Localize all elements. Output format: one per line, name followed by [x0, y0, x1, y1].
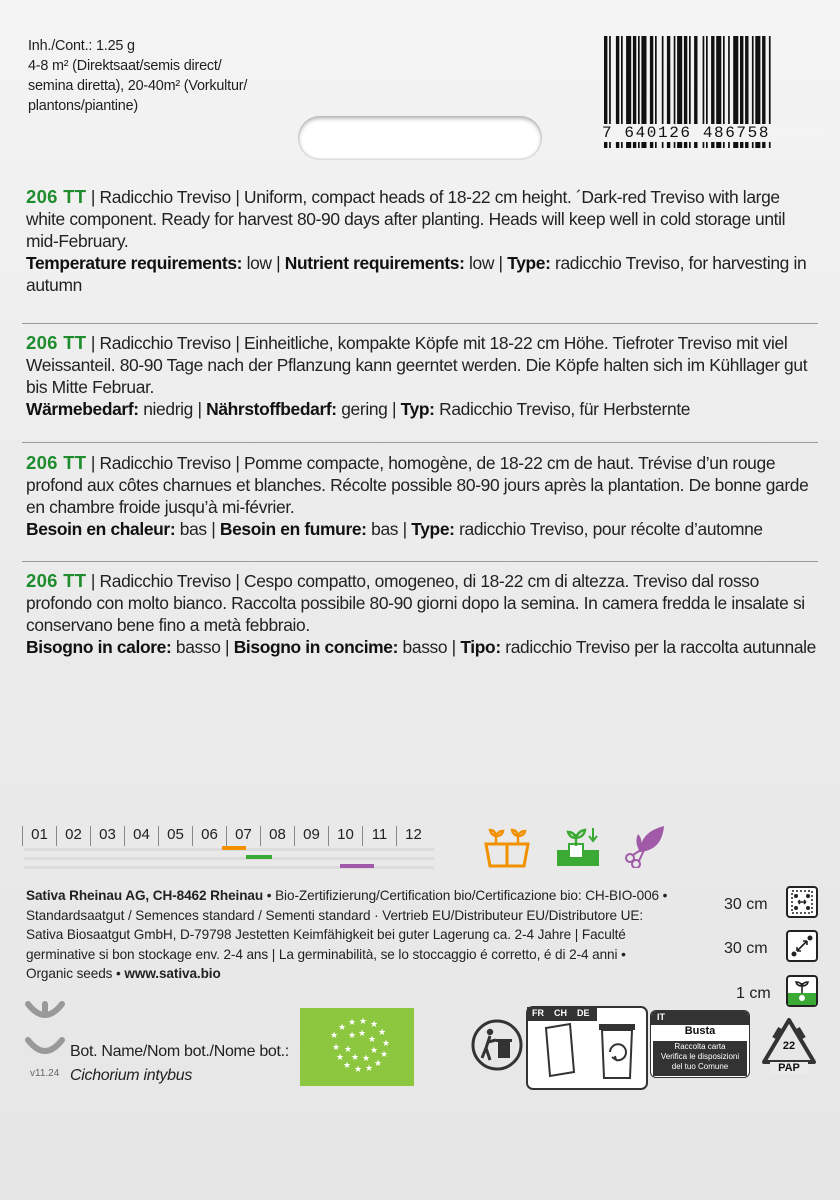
- botanical-name: [70, 1040, 289, 1088]
- eu-organic-leaf-icon: [300, 1008, 414, 1086]
- attr-value: radicchio Treviso per la raccolta autunnale: [500, 637, 816, 657]
- eu-organic-logo: [300, 1008, 414, 1086]
- harvest-period-bar: [340, 864, 374, 868]
- eu-star: ★: [347, 1018, 357, 1028]
- harvest-scissors-icon: [622, 822, 668, 868]
- divider: [22, 561, 818, 562]
- eu-star: ★: [377, 1028, 387, 1038]
- busta-text: Raccolta carta Verifica le disposizioni del tuo Comune: [653, 1041, 747, 1076]
- month-label: 05: [158, 826, 192, 846]
- month-label: 03: [90, 826, 124, 846]
- eu-star: ★: [367, 1035, 377, 1045]
- botanical-species: Cichorium intybus: [70, 1067, 193, 1084]
- contents-line: semina diretta), 20-40m² (Vorkultur/: [28, 78, 248, 94]
- transplant-icon: [555, 824, 601, 868]
- pap-number: 22: [782, 1040, 796, 1052]
- description-text: | Radicchio Treviso | Uniform, compact heads of 18-22 cm height. ´Dark-red Treviso with large white component. Ready for harvest 80-90 days after planting. Heads will keep well in cold storage until mid-February.: [26, 187, 786, 251]
- contents-line: 4-8 m² (Direktsaat/semis direct/: [28, 58, 222, 74]
- company-text: • Bio-Zertifizierung/Certification bio/Certificazione bio: CH-BIO-006 • Standardsaatgut / Semences standard / Sementi standard · Vertrieb EU/Distributeur EU/Distributore UE: Sativa Biosaatgut GmbH, D-79798 Jestetten Keimfähigkeit bei guter Lagerung ca. 2-4 Jahre | Faculté germinative si bon stockage env. 2-4 ans | La germinabilità, se lo stoccaggio é corretto, é di 2-4 anni • Organic seeds •: [26, 888, 668, 981]
- eu-star: ★: [361, 1054, 371, 1064]
- month-label: 08: [260, 826, 294, 846]
- variety-code: 206 TT: [26, 186, 87, 207]
- attr-label: Type:: [507, 253, 551, 273]
- eu-star: ★: [379, 1050, 389, 1060]
- month-label: 04: [124, 826, 158, 846]
- month-label: 09: [294, 826, 328, 846]
- attr-label: Wärmebedarf:: [26, 399, 139, 419]
- plant-period-bar: [246, 855, 272, 859]
- plant-spacing-value: 30 cm: [724, 940, 768, 957]
- seed-tray-icon: [482, 826, 532, 868]
- eu-star: ★: [343, 1045, 353, 1055]
- eu-star: ★: [369, 1020, 379, 1030]
- attr-label: Nährstoffbedarf:: [206, 399, 337, 419]
- sow-period-bar: [222, 846, 246, 850]
- description-de: [26, 332, 816, 420]
- eu-star: ★: [353, 1065, 363, 1075]
- eu-star: ★: [358, 1017, 368, 1027]
- eu-star: ★: [347, 1031, 357, 1041]
- company-info: [26, 886, 672, 984]
- description-fr: [26, 452, 816, 540]
- attr-value: radicchio Treviso, for harvesting in autumn: [26, 253, 807, 295]
- botanical-label: Bot. Name/Nom bot./Nome bot.:: [70, 1043, 289, 1060]
- attr-label: Bisogno in concime:: [233, 637, 399, 657]
- description-text: | Radicchio Treviso | Cespo compatto, omogeneo, di 18-22 cm di altezza. Treviso dal rosso profondo con molto bianco. Raccolta possibile 80-90 giorni dopo la semina. In camera fredda le insalate si conservano bene fino a metà febbraio.: [26, 571, 805, 635]
- busta-title: Busta: [684, 1025, 716, 1037]
- tidyman-recycling-icon: [470, 1018, 524, 1072]
- website-link[interactable]: www.sativa.bio: [124, 966, 221, 981]
- attr-value: niedrig |: [138, 399, 207, 419]
- country-codes: [532, 1008, 590, 1018]
- pap-label: PAP: [770, 1062, 808, 1074]
- description-en: [26, 186, 816, 296]
- attr-label: Nutrient requirements:: [284, 253, 465, 273]
- description-text: | Radicchio Treviso | Einheitliche, kompakte Köpfe mit 18-22 cm Höhe. Tiefroter Treviso mit viel Weissanteil. 80-90 Tage nach der Pflanzung kann geerntet werden. Die Köpfe halten sich im Kühllager gut bis Mitte Februar.: [26, 333, 808, 397]
- country-code: IT: [657, 1012, 665, 1022]
- country-code: CH: [554, 1008, 567, 1018]
- attr-label: Besoin en chaleur:: [26, 519, 176, 539]
- attr-label: Besoin en fumure:: [219, 519, 367, 539]
- eu-star: ★: [364, 1064, 374, 1074]
- eu-star: ★: [337, 1023, 347, 1033]
- attr-label: Tipo:: [460, 637, 501, 657]
- eu-star: ★: [335, 1053, 345, 1063]
- month-label: 02: [56, 826, 90, 846]
- eu-star: ★: [369, 1046, 379, 1056]
- attr-label: Temperature requirements:: [26, 253, 243, 273]
- italy-recycling-label: [650, 1010, 750, 1078]
- month-label: 11: [362, 826, 396, 846]
- month-label: 07: [226, 826, 260, 846]
- variety-code: 206 TT: [26, 570, 87, 591]
- attr-value: radicchio Treviso, pour récolte d’automne: [454, 519, 763, 539]
- country-code: FR: [532, 1008, 544, 1018]
- attr-label: Typ:: [400, 399, 435, 419]
- eu-star: ★: [350, 1053, 360, 1063]
- calendar-track-plant: [24, 857, 434, 860]
- contents-info: [28, 36, 247, 116]
- eu-star: ★: [342, 1061, 352, 1071]
- sowing-depth-value: 1 cm: [736, 985, 771, 1002]
- country-code: DE: [577, 1008, 590, 1018]
- attr-value: basso |: [171, 637, 234, 657]
- month-label: 01: [22, 826, 56, 846]
- hang-hole: [298, 116, 542, 160]
- attr-value: bas |: [175, 519, 220, 539]
- month-label: 12: [396, 826, 430, 846]
- variety-code: 206 TT: [26, 332, 87, 353]
- sowing-depth-icon: [786, 975, 818, 1007]
- triman-sorting-info-icon: [526, 1006, 648, 1090]
- attr-value: bas |: [366, 519, 412, 539]
- eu-star: ★: [373, 1059, 383, 1069]
- version-label: v11.24: [30, 1068, 60, 1079]
- contents-line: Inh./Cont.: 1.25 g: [28, 38, 135, 54]
- barcode-number: 7 640126 486758: [596, 124, 824, 142]
- attr-value: low |: [464, 253, 508, 273]
- row-spacing-value: 30 cm: [724, 896, 768, 913]
- eu-star: ★: [329, 1031, 339, 1041]
- eu-star: ★: [381, 1039, 391, 1049]
- divider: [22, 442, 818, 443]
- month-calendar: [22, 826, 430, 846]
- company-name: Sativa Rheinau AG, CH-8462 Rheinau: [26, 888, 264, 903]
- month-label: 06: [192, 826, 226, 846]
- attr-value: basso |: [398, 637, 461, 657]
- attr-label: Bisogno in calore:: [26, 637, 172, 657]
- attr-value: gering |: [336, 399, 401, 419]
- eu-star: ★: [357, 1029, 367, 1039]
- attr-label: Type:: [411, 519, 455, 539]
- description-text: | Radicchio Treviso | Pomme compacte, homogène, de 18-22 cm de haut. Trévise d’un rouge profond aux côtes charnues et blanches. Récolte possible 80-90 jours après la plantation. De bonne garde en chambre froide jusqu’à mi-février.: [26, 453, 809, 517]
- description-it: [26, 570, 816, 658]
- attr-value: Radicchio Treviso, für Herbsternte: [434, 399, 691, 419]
- contents-line: plantons/piantine): [28, 98, 139, 114]
- month-label: 10: [328, 826, 362, 846]
- eu-star: ★: [331, 1043, 341, 1053]
- attr-value: low |: [242, 253, 285, 273]
- moon-phase-icon: [22, 1000, 68, 1066]
- divider: [22, 323, 818, 324]
- row-spacing-icon: [786, 886, 818, 918]
- plant-spacing-icon: [786, 930, 818, 962]
- variety-code: 206 TT: [26, 452, 87, 473]
